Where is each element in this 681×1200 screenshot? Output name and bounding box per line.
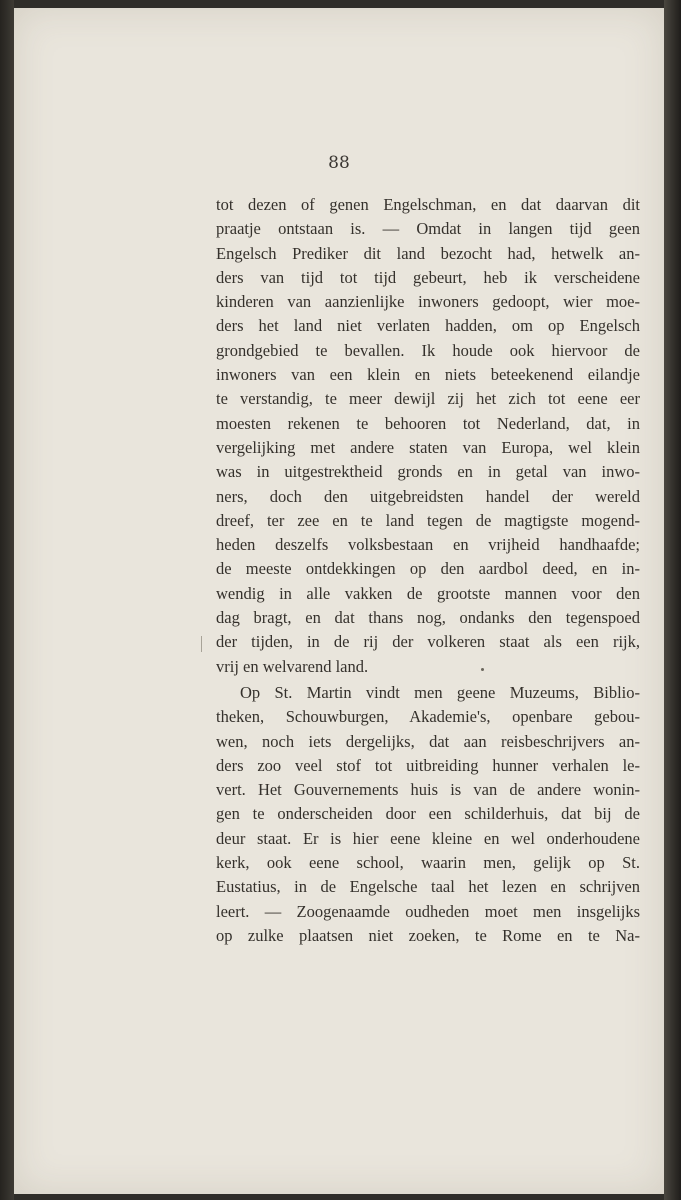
page-number: 88 (328, 153, 350, 173)
text-line: vert. Het Gouvernements huis is van de andere wonin- (216, 780, 640, 800)
text-line: gen te onderscheiden door een schilderhuis, dat bij de (216, 804, 640, 824)
text-line: te verstandig, te meer dewijl zij het zich tot eene eer (216, 389, 640, 409)
text-line: vrij en welvarend land. (216, 656, 369, 676)
body-text (216, 193, 640, 948)
text-line: ders zoo veel stof tot uitbreiding hunner verhalen le- (216, 755, 640, 775)
scan-right-edge (664, 0, 681, 1200)
text-line: kinderen van aanzienlijke inwoners gedoopt, wier moe- (216, 292, 640, 312)
text-line: Engelsch Prediker dit land bezocht had, hetwelk an- (216, 243, 640, 263)
text-line: ders van tijd tot tijd gebeurt, heb ik verscheidene (216, 267, 640, 287)
text-line: wen, noch iets dergelijks, dat aan reisbeschrijvers an- (216, 731, 640, 751)
text-line: moesten rekenen te behooren tot Nederland, dat, in (216, 413, 640, 433)
text-line: wendig in alle vakken de grootste mannen voor den (216, 583, 640, 603)
text-line: leert. — Zoogenaamde oudheden moet men insgelijks (216, 901, 640, 921)
text-line: ders het land niet verlaten hadden, om op Engelsch (216, 316, 640, 336)
text-line: Eustatius, in de Engelsche taal het lezen en schrijven (216, 877, 640, 897)
text-line: ners, doch den uitgebreidsten handel der wereld (216, 486, 640, 506)
text-line: was in uitgestrektheid gronds en in getal van inwo- (216, 462, 640, 482)
text-line: der tijden, in de rij der volkeren staat als een rijk, (216, 632, 640, 652)
text-line: heden deszelfs volksbestaan en vrijheid handhaafde; (216, 535, 640, 555)
text-line: kerk, ook eene school, waarin men, gelijk op St. (216, 853, 640, 873)
text-line: dag bragt, en dat thans nog, ondanks den tegenspoed (216, 608, 640, 628)
text-line: deur staat. Er is hier eene kleine en wel onderhoudene (216, 828, 640, 848)
text-line: dreef, ter zee en te land tegen de magtigste mogend- (216, 510, 640, 530)
book-page (14, 8, 664, 1194)
text-line: Op St. Martin vindt men geene Muzeums, Biblio- (240, 682, 640, 702)
ink-speck (481, 668, 484, 671)
scan-left-edge (0, 0, 14, 1200)
text-line: tot dezen of genen Engelschman, en dat daarvan dit (216, 195, 640, 214)
text-line: vergelijking met andere staten van Europa, wel klein (216, 437, 640, 457)
text-line: praatje ontstaan is. — Omdat in langen tijd geen (216, 219, 640, 239)
text-line: inwoners van een klein en niets beteekenend eilandje (216, 365, 640, 385)
paper-fold-mark (201, 636, 202, 652)
text-line: grondgebied te bevallen. Ik houde ook hiervoor de (216, 340, 640, 360)
text-line: theken, Schouwburgen, Akademie's, openbare gebou- (216, 707, 640, 727)
text-line: de meeste ontdekkingen op den aardbol deed, en in- (216, 559, 640, 579)
text-line: op zulke plaatsen niet zoeken, te Rome en te Na- (216, 925, 640, 945)
